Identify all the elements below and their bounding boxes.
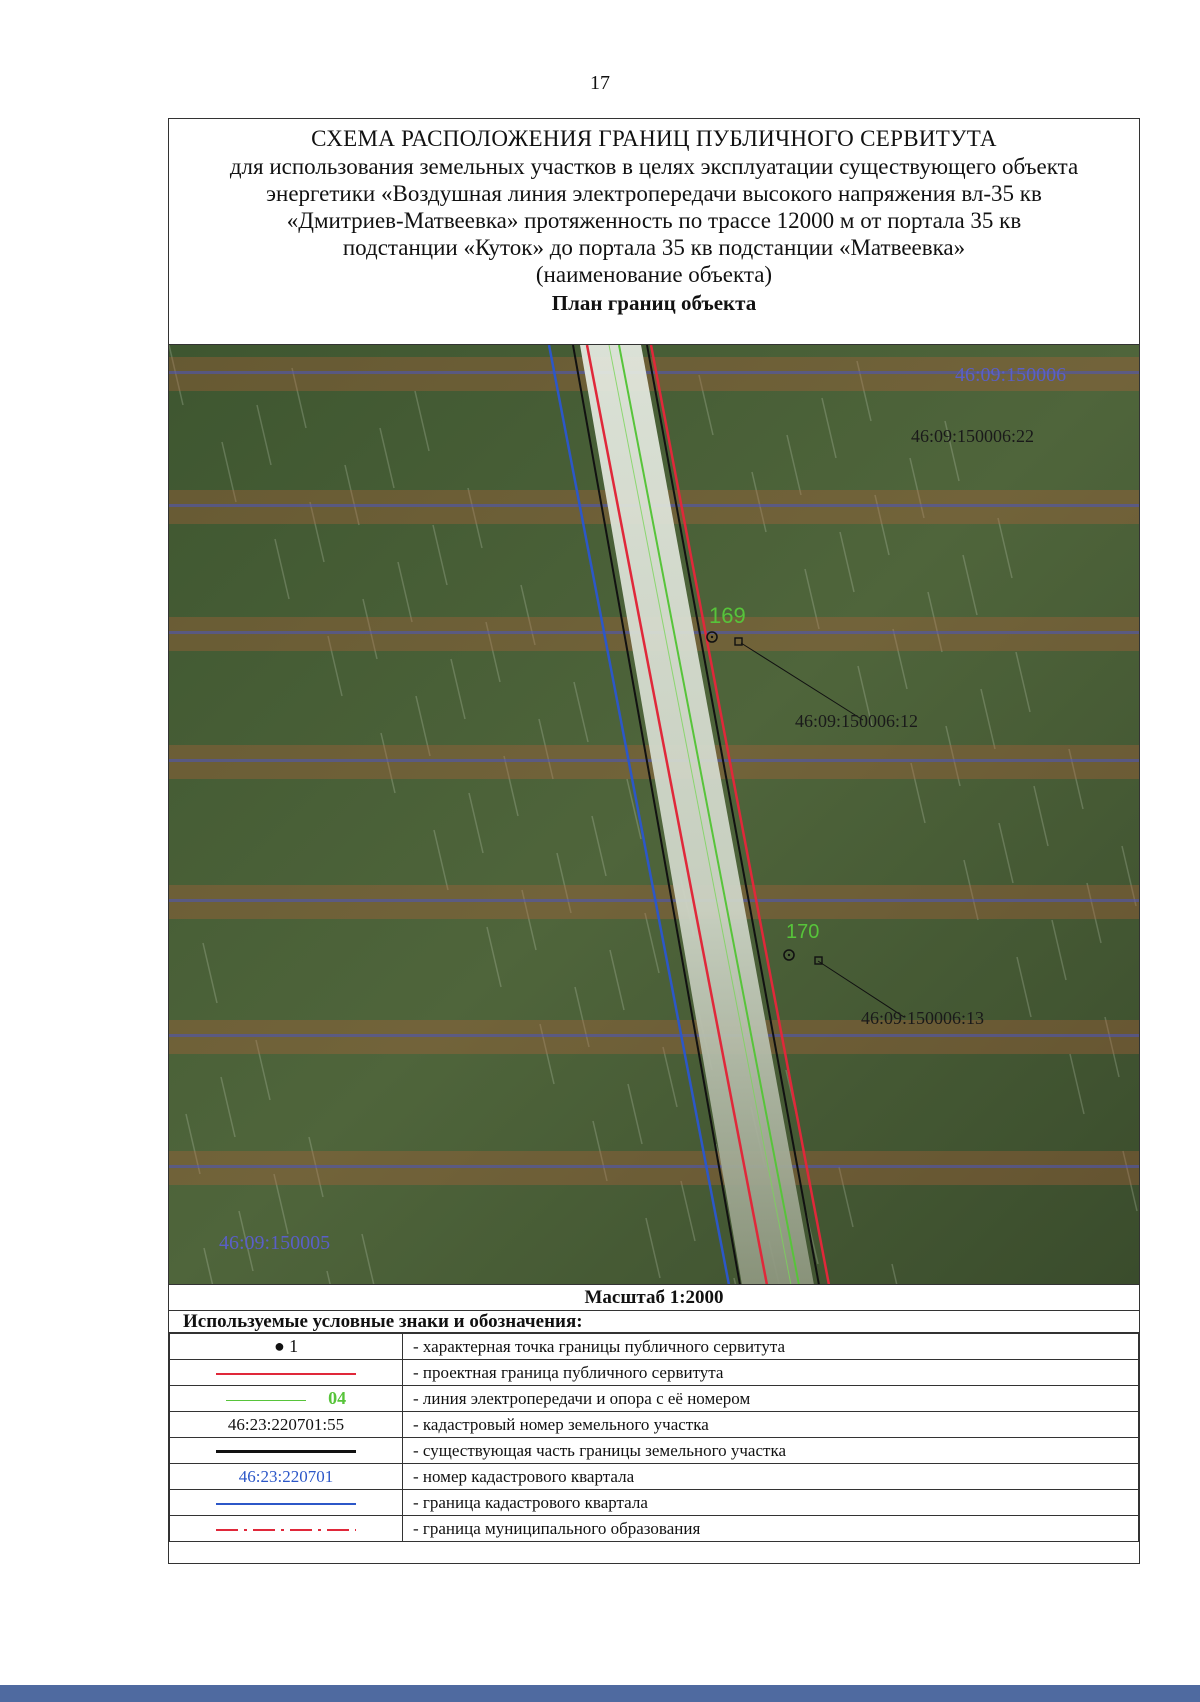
quarter-number-sample: 46:23:220701: [238, 1466, 334, 1486]
legend-row: [170, 1464, 1139, 1490]
legend-description: - граница муниципального образования: [403, 1516, 1139, 1542]
legend-symbol: [170, 1438, 403, 1464]
pylon-169-label: 169: [709, 603, 746, 628]
scan-band-line: [169, 1165, 1139, 1168]
map-canvas: [169, 345, 1139, 1285]
quarter-label-top-right: 46:09:150006: [955, 364, 1067, 386]
object-description-line-3: «Дмитриев-Матвеевка» протяженность по трассе 12000 м от портала 35 кв: [286, 208, 1022, 233]
legend-symbol: [170, 1360, 403, 1386]
pylon-170-label: 170: [786, 921, 820, 943]
object-description-line-1: для использования земельных участков в целях эксплуатации существующего объекта: [229, 154, 1079, 179]
legend-row: [170, 1516, 1139, 1542]
object-caption: (наименование объекта): [535, 262, 773, 287]
legend-row: [170, 1386, 1139, 1412]
scan-band-line: [169, 1034, 1139, 1037]
legend-row: [170, 1490, 1139, 1516]
legend-row: [170, 1360, 1139, 1386]
object-description-line-4: подстанции «Куток» до портала 35 кв подстанции «Матвеевка»: [342, 235, 966, 260]
pylon-number: 04: [328, 1388, 347, 1408]
legend-description: - существующая часть границы земельного участка: [403, 1438, 1139, 1464]
red-dash-dot-line-icon: [216, 1526, 356, 1534]
legend-symbol: [170, 1386, 403, 1412]
red-line-icon: [216, 1373, 356, 1375]
page-number: 17: [590, 72, 610, 94]
scheme-frame: [168, 118, 1140, 1564]
parcel-label-22: 46:09:150006:22: [911, 426, 1035, 446]
plan-heading: План границ объекта: [551, 291, 757, 315]
legend-description: - граница кадастрового квартала: [403, 1490, 1139, 1516]
point-icon: ●: [273, 1336, 285, 1356]
legend-row: [170, 1334, 1139, 1360]
map-scale: Масштаб 1:2000: [169, 1285, 1139, 1311]
legend-description: - линия электропередачи и опора с её номером: [403, 1386, 1139, 1412]
legend-symbol: [170, 1490, 403, 1516]
cadastral-number-sample: 46:23:220701:55: [227, 1414, 345, 1434]
legend-table: [169, 1333, 1139, 1542]
legend-description: - характерная точка границы публичного сервитута: [403, 1334, 1139, 1360]
scheme-title: СХЕМА РАСПОЛОЖЕНИЯ ГРАНИЦ ПУБЛИЧНОГО СЕРВИТУТА: [311, 126, 997, 151]
legend-description: - кадастровый номер земельного участка: [403, 1412, 1139, 1438]
legend-description: - проектная граница публичного сервитута: [403, 1360, 1139, 1386]
black-line-icon: [216, 1450, 356, 1453]
legend-row: [170, 1438, 1139, 1464]
legend-symbol: [170, 1516, 403, 1542]
legend-symbol: [170, 1334, 403, 1360]
point-number: 1: [289, 1336, 299, 1356]
quarter-label-bottom-left: 46:09:150005: [219, 1232, 331, 1254]
parcel-label-12: 46:09:150006:12: [795, 711, 919, 731]
scan-edge: [0, 1685, 1200, 1702]
legend-heading: Используемые условные знаки и обозначения:: [169, 1311, 1139, 1333]
map-view[interactable]: [169, 345, 1139, 1285]
title-block: [169, 119, 1139, 345]
legend-symbol: [170, 1464, 403, 1490]
object-description-line-2: энергетики «Воздушная линия электропередачи высокого напряжения вл-35 кв: [266, 181, 1042, 206]
legend-symbol: [170, 1412, 403, 1438]
legend-row: [170, 1412, 1139, 1438]
legend-description: - номер кадастрового квартала: [403, 1464, 1139, 1490]
parcel-label-13: 46:09:150006:13: [861, 1008, 985, 1028]
power-line-icon: [226, 1400, 306, 1401]
blue-line-icon: [216, 1503, 356, 1505]
